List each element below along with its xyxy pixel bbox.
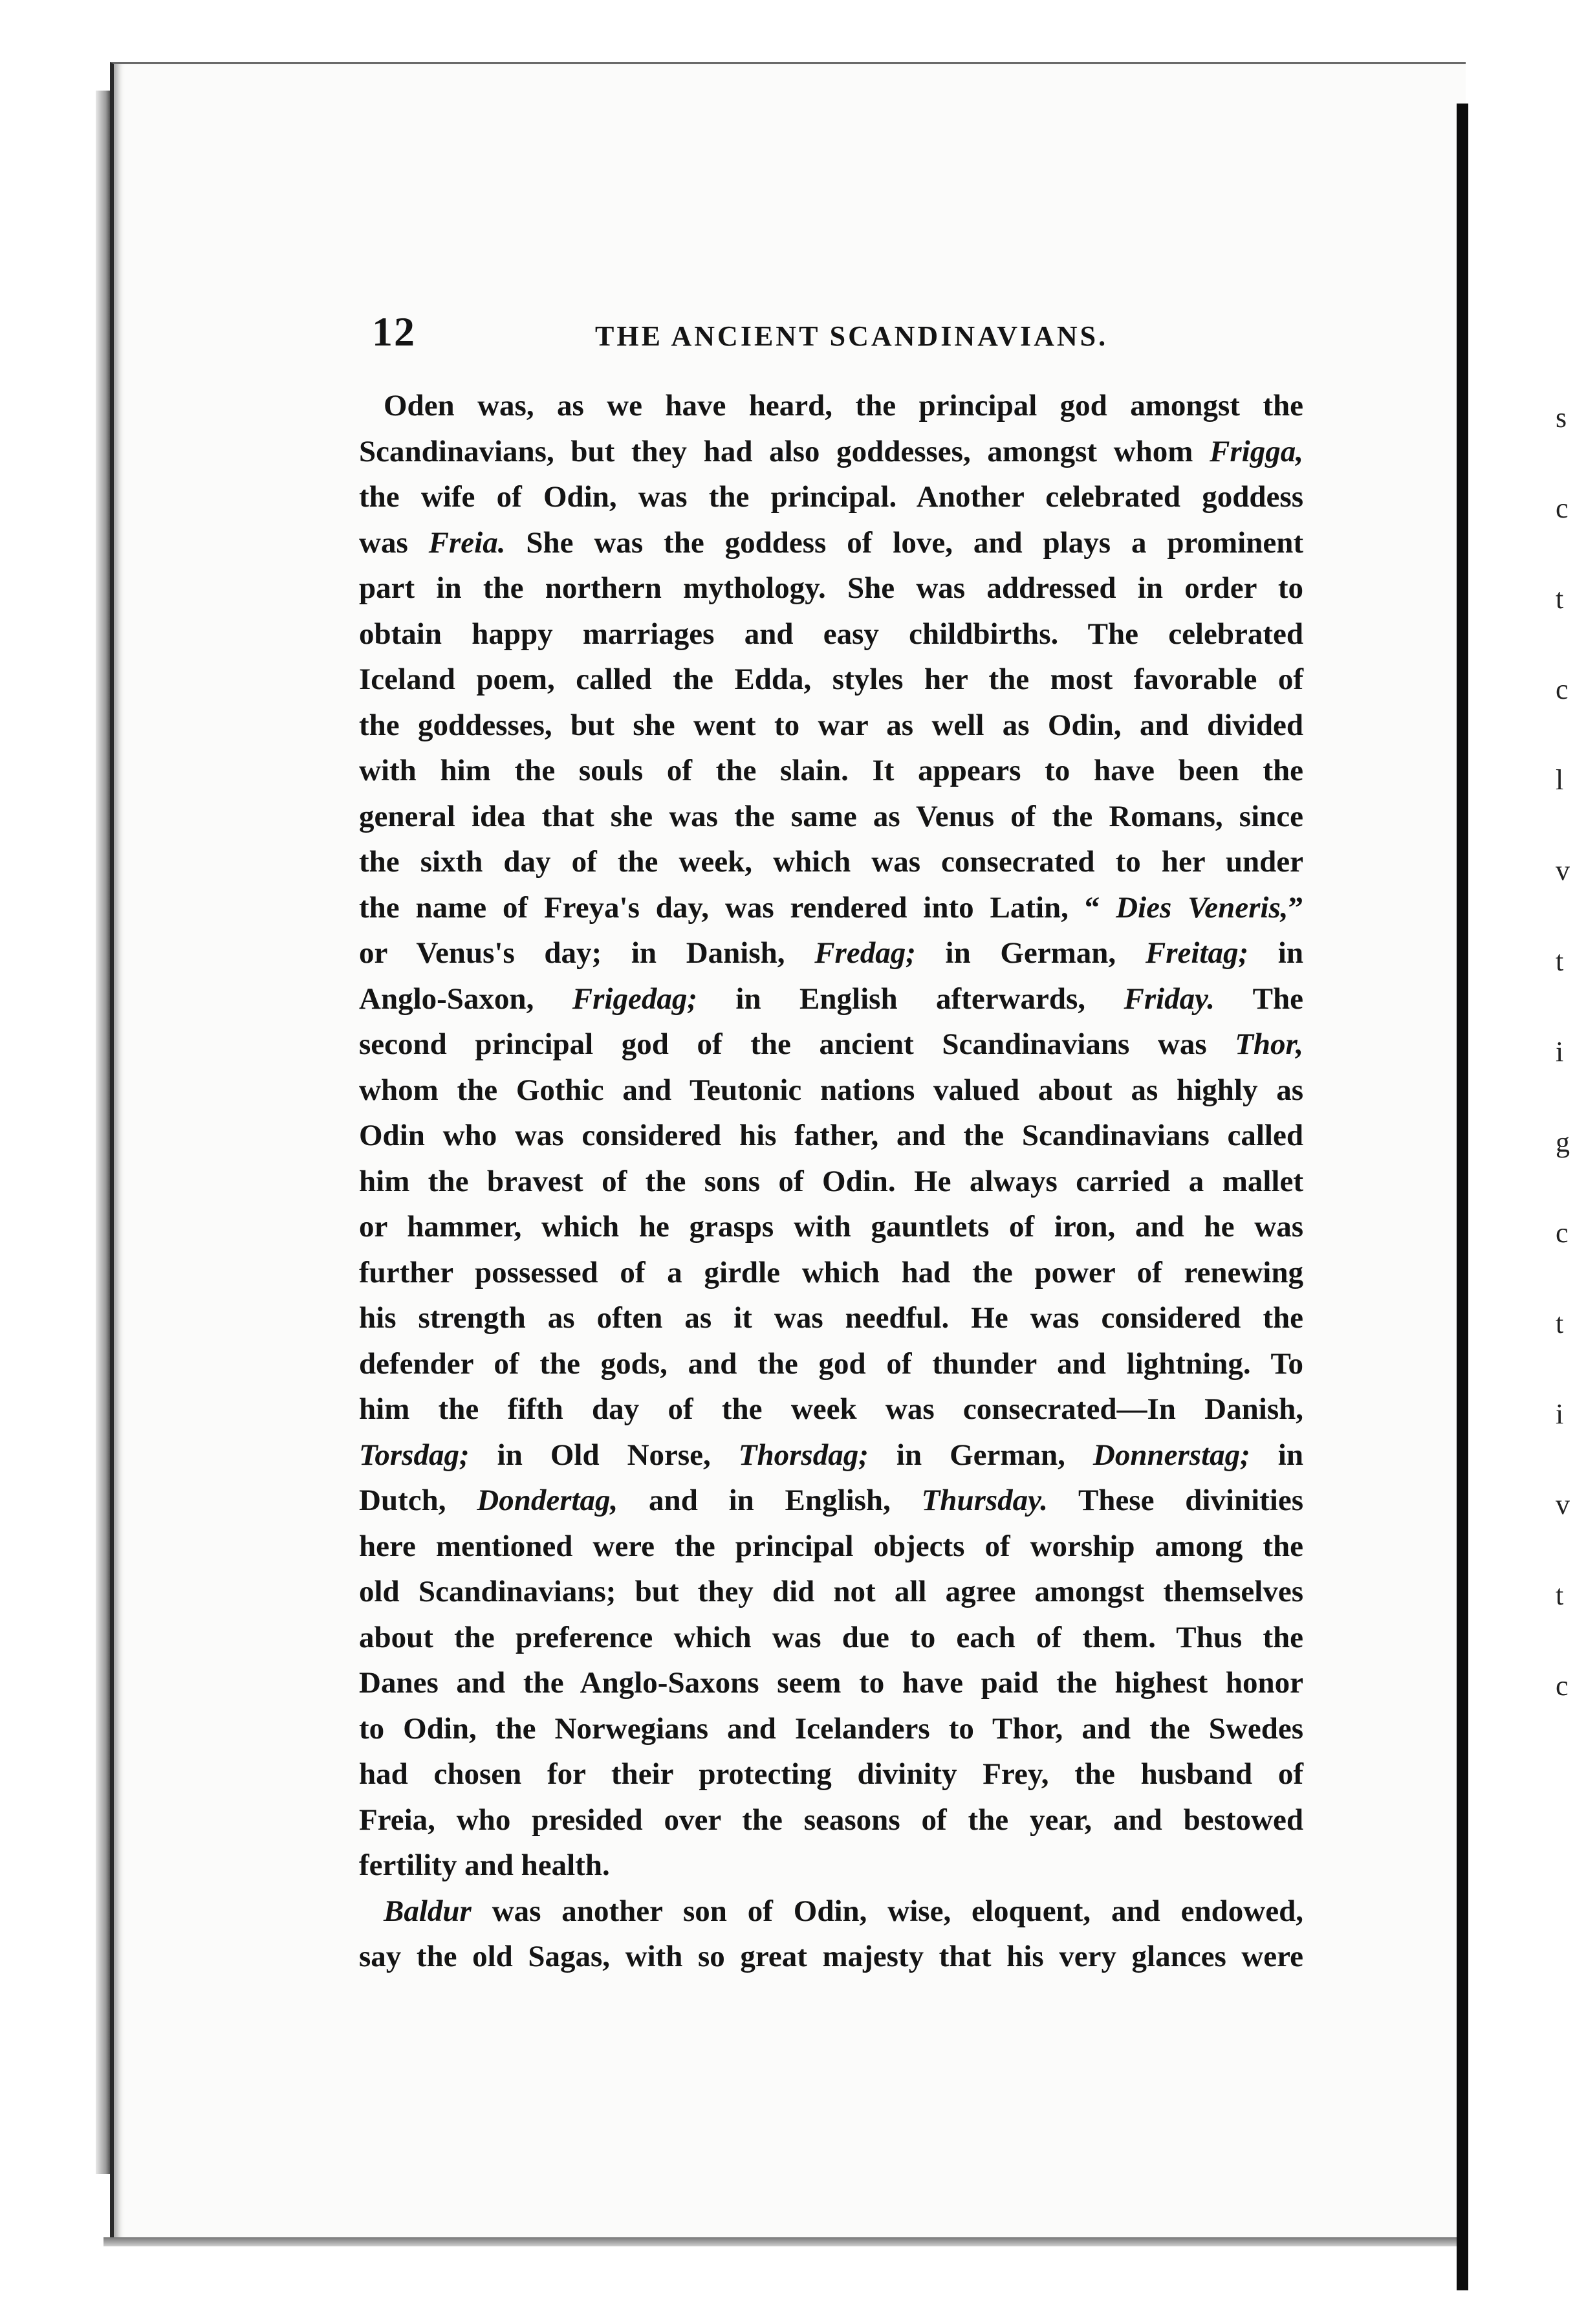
text-line: Anglo-Saxon, Frigedag; in English afterwards, Friday. The <box>359 981 1303 1016</box>
facing-page-glyph: c <box>1556 1670 1569 1702</box>
text-line: Danes and the Anglo-Saxons seem to have paid the highest honor <box>359 1666 1303 1700</box>
facing-page-glyph: c <box>1556 674 1569 705</box>
text-line: or Venus's day; in Danish, Fredag; in German, Freitag; in <box>359 936 1303 970</box>
page-gutter <box>1457 104 1468 2290</box>
text-line: was Freia. She was the goddess of love, and plays a prominent <box>359 525 1303 560</box>
text-line: the sixth day of the week, which was consecrated to her under <box>359 845 1303 879</box>
text-line: Oden was, as we have heard, the principal god amongst the <box>384 389 1303 422</box>
text-line: him the fifth day of the week was consecrated—In Danish, <box>359 1392 1303 1426</box>
facing-page-glyph: c <box>1556 492 1569 524</box>
text-line: with him the souls of the slain. It appears to have been the <box>359 754 1303 787</box>
facing-page-glyph: t <box>1556 583 1564 615</box>
running-title: THE ANCIENT SCANDINAVIANS. <box>595 320 1109 352</box>
facing-page-glyph: v <box>1556 855 1570 886</box>
running-head <box>372 308 1310 360</box>
text-line: Baldur was another son of Odin, wise, eloquent, and endowed, <box>384 1894 1303 1928</box>
text-line: Dutch, Dondertag, and in English, Thursday. These divinities <box>359 1484 1304 1517</box>
text-line: his strength as often as it was needful. He was considered the <box>359 1301 1303 1335</box>
text-line: Freia, who presided over the seasons of the year, and bestowed <box>359 1803 1303 1837</box>
facing-page-glyph: t <box>1556 945 1564 977</box>
text-line: had chosen for their protecting divinity Frey, the husband of <box>359 1757 1303 1791</box>
text-line: the name of Freya's day, was rendered into Latin, “ Dies Veneris,” <box>359 890 1304 925</box>
facing-page-glyph: g <box>1556 1126 1570 1158</box>
facing-page-glyph: s <box>1556 402 1567 433</box>
text-line: say the old Sagas, with so great majesty that his very glances were <box>359 1940 1303 1973</box>
text-line: him the bravest of the sons of Odin. He always carried a mallet <box>359 1164 1303 1198</box>
facing-page-text <box>1556 0 1586 2324</box>
text-line: general idea that she was the same as Venus of the Romans, since <box>359 799 1303 833</box>
text-line: whom the Gothic and Teutonic nations valued about as highly as <box>359 1073 1303 1107</box>
facing-page-glyph: i <box>1556 1036 1564 1068</box>
text-line: Odin who was considered his father, and the Scandinavians called <box>359 1119 1303 1152</box>
text-line: Torsdag; in Old Norse, Thorsdag; in German, Donnerstag; in <box>359 1438 1303 1472</box>
facing-page-glyph: l <box>1556 764 1564 796</box>
page-number: 12 <box>372 309 416 355</box>
text-line: here mentioned were the principal objects of worship among the <box>359 1529 1303 1563</box>
facing-page-glyph: t <box>1556 1308 1564 1339</box>
text-line: old Scandinavians; but they did not all agree amongst themselves <box>359 1575 1303 1608</box>
facing-page-glyph: t <box>1556 1579 1564 1611</box>
text-line: second principal god of the ancient Scandinavians was Thor, <box>359 1027 1303 1061</box>
text-line: part in the northern mythology. She was addressed in order to <box>359 571 1303 605</box>
text-line: obtain happy marriages and easy childbirths. The celebrated <box>359 617 1303 651</box>
facing-page-glyph: v <box>1556 1489 1570 1520</box>
page-bottom-edge <box>103 2237 1462 2246</box>
text-line: the wife of Odin, was the principal. Another celebrated goddess <box>359 480 1303 514</box>
text-line: fertility and health. <box>359 1848 610 1882</box>
body-text <box>359 383 1303 1980</box>
text-line: the goddesses, but she went to war as well as Odin, and divided <box>359 708 1303 742</box>
text-line: Scandinavians, but they had also goddesses, amongst whom Frigga, <box>359 434 1303 468</box>
facing-page-glyph: c <box>1556 1217 1569 1249</box>
text-line: or hammer, which he grasps with gauntlets of iron, and he was <box>359 1210 1303 1244</box>
text-line: defender of the gods, and the god of thunder and lightning. To <box>359 1346 1303 1381</box>
text-line: about the preference which was due to each of them. Thus the <box>359 1620 1303 1654</box>
text-line: Iceland poem, called the Edda, styles her the most favorable of <box>359 663 1303 696</box>
text-line: further possessed of a girdle which had the power of renewing <box>359 1255 1303 1289</box>
text-line: to Odin, the Norwegians and Icelanders to Thor, and the Swedes <box>359 1711 1303 1746</box>
facing-page-glyph: i <box>1556 1398 1564 1430</box>
